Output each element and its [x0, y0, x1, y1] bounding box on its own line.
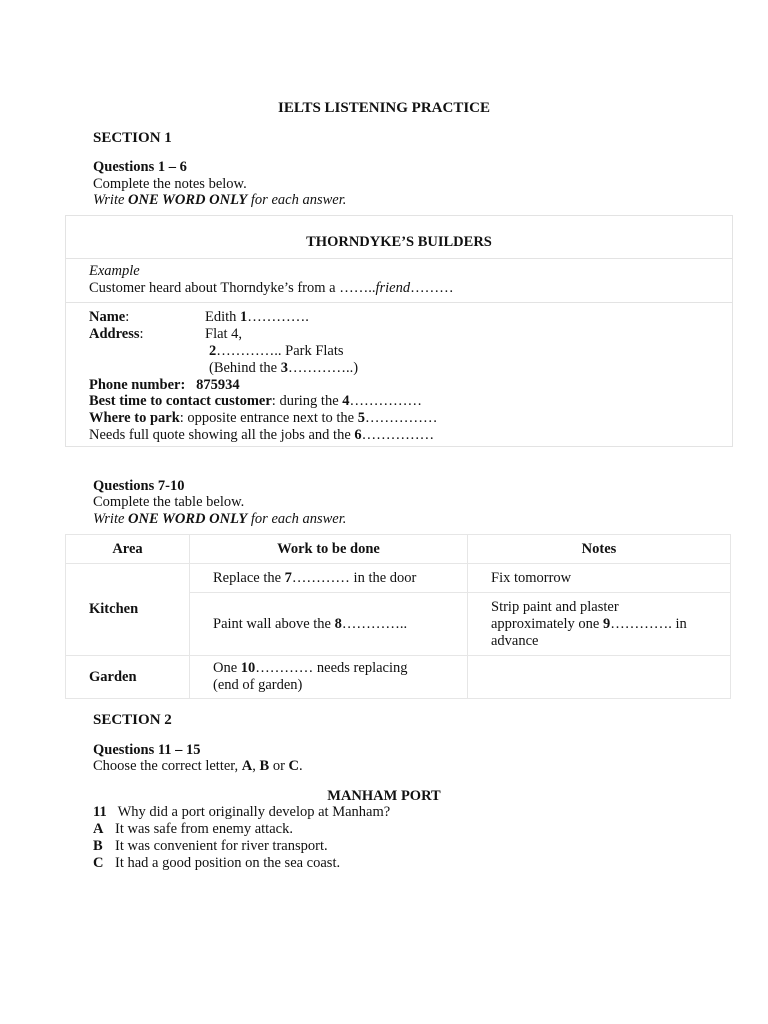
example-label: Example: [89, 263, 140, 279]
question-text: Why did a port originally develop at Manham?: [117, 804, 391, 820]
work-text: One: [213, 660, 241, 676]
name-label-text: Name: [89, 309, 126, 325]
table-header-row: [66, 535, 731, 564]
for-each-answer-text: for each answer.: [250, 192, 347, 208]
name-label: Name:: [89, 309, 130, 325]
address-label: Address:: [89, 326, 144, 342]
address-label-text: Address: [89, 326, 140, 342]
notes-box-title: THORNDYKE’S BUILDERS: [306, 234, 492, 250]
letter-b: B: [259, 758, 270, 774]
letter-a: A: [241, 758, 253, 774]
option-text: It was safe from enemy attack.: [115, 821, 293, 837]
answer-blank-8: …………..: [341, 615, 408, 632]
notes-box: [65, 215, 733, 447]
notes-line: Strip paint and plaster: [491, 598, 619, 615]
separator: ,: [252, 758, 260, 774]
work-cell: [190, 593, 468, 656]
choose-instruction: [93, 758, 303, 775]
question-11: [93, 804, 390, 821]
question-number-2: 2: [209, 343, 217, 359]
work-line: (end of garden): [213, 677, 303, 693]
address-line-1: Flat 4,: [205, 326, 243, 342]
table-row: [66, 656, 731, 699]
question-number-11: 11: [93, 804, 107, 820]
example-text: Customer heard about Thorndyke’s from a ……..: [89, 280, 376, 296]
divider: [66, 258, 732, 259]
parking-text: : opposite entrance next to the: [179, 410, 358, 426]
example-answer: friend: [375, 280, 411, 296]
work-text: Paint wall above the: [213, 615, 335, 632]
address-line-3: [209, 360, 358, 377]
work-text: Replace the: [213, 569, 285, 586]
notes-text: approximately one: [491, 615, 603, 632]
word-limit-instruction: [93, 511, 346, 528]
answer-blank-6: ……………: [361, 427, 435, 443]
write-text: Write: [93, 511, 125, 527]
column-header-area: Area: [66, 535, 190, 564]
example-line: [89, 280, 454, 297]
question-number-6: 6: [354, 427, 362, 443]
instruction-text: Complete the notes below.: [93, 176, 247, 192]
name-answer: [205, 309, 309, 326]
column-header-work: Work to be done: [190, 535, 468, 564]
option-c: [93, 855, 340, 872]
question-number-7: 7: [284, 569, 292, 586]
word-limit-bold: ONE WORD ONLY: [128, 192, 248, 208]
phone-line: [89, 377, 240, 394]
quote-line: [89, 427, 434, 444]
option-letter: A: [93, 821, 104, 837]
best-time-label: Best time to contact customer: [89, 393, 272, 409]
instruction-text: Choose the correct letter,: [93, 758, 242, 774]
word-limit-bold: ONE WORD ONLY: [128, 511, 248, 527]
phone-value: 875934: [196, 377, 240, 393]
for-each-answer-text: for each answer.: [250, 511, 347, 527]
manham-port-title: MANHAM PORT: [327, 788, 441, 804]
phone-label: Phone number:: [89, 377, 186, 393]
answer-blank-4: ……………: [349, 393, 423, 409]
option-letter: C: [93, 855, 104, 871]
area-garden: Garden: [66, 656, 190, 699]
option-a: [93, 821, 293, 838]
word-limit-instruction: [93, 192, 346, 209]
answer-blank-9: …………. in: [610, 615, 687, 632]
option-text: It had a good position on the sea coast.: [115, 855, 341, 871]
question-number-1: 1: [240, 309, 248, 325]
notes-line: advance: [491, 632, 539, 649]
divider: [66, 302, 732, 303]
separator: or: [269, 758, 289, 774]
section-2-heading: SECTION 2: [93, 712, 172, 728]
work-line: [213, 660, 467, 677]
table-row: [66, 564, 731, 593]
example-dots: ………: [410, 280, 454, 296]
work-cell: [190, 656, 468, 699]
document-title: IELTS LISTENING PRACTICE: [277, 100, 491, 116]
question-number-8: 8: [334, 615, 342, 632]
option-text: It was convenient for river transport.: [115, 838, 328, 854]
write-text: Write: [93, 192, 125, 208]
question-number-4: 4: [342, 393, 350, 409]
instruction-text: Complete the table below.: [93, 494, 245, 510]
best-time-text: : during the: [271, 393, 343, 409]
question-number-9: 9: [602, 615, 611, 632]
parking-label: Where to park: [89, 410, 180, 426]
option-letter: B: [93, 838, 103, 854]
letter-c: C: [288, 758, 300, 774]
behind-the-text: (Behind the: [209, 360, 281, 376]
questions-1-6-heading: Questions 1 – 6: [93, 159, 187, 175]
answer-blank-3: …………..): [287, 360, 359, 376]
address-line-2: [209, 343, 344, 360]
name-value: Edith: [205, 309, 241, 325]
section-1-heading: SECTION 1: [93, 130, 172, 146]
parking-line: [89, 410, 438, 427]
notes-cell: [468, 656, 731, 699]
questions-7-10-heading: Questions 7-10: [93, 478, 185, 494]
questions-11-15-heading: Questions 11 – 15: [93, 742, 201, 758]
question-number-5: 5: [357, 410, 365, 426]
notes-line: [491, 616, 730, 633]
period: .: [299, 758, 303, 774]
quote-text: Needs full quote showing all the jobs and the: [89, 427, 355, 443]
notes-cell: [468, 593, 731, 656]
option-b: [93, 838, 328, 855]
question-number-3: 3: [280, 360, 288, 376]
answer-blank-1: ………….: [247, 309, 309, 325]
answer-blank-10: ………… needs replacing: [255, 660, 408, 676]
answer-blank-2: ………….. Park Flats: [216, 343, 344, 359]
notes-cell: Fix tomorrow: [468, 564, 731, 593]
answer-blank-7: ………… in the door: [291, 569, 417, 586]
work-cell: [190, 564, 468, 593]
answer-blank-5: ……………: [365, 410, 438, 426]
notes-table: [65, 534, 731, 699]
column-header-notes: Notes: [468, 535, 731, 564]
best-time-line: [89, 393, 422, 410]
area-kitchen: Kitchen: [66, 564, 190, 656]
question-number-10: 10: [240, 660, 256, 676]
